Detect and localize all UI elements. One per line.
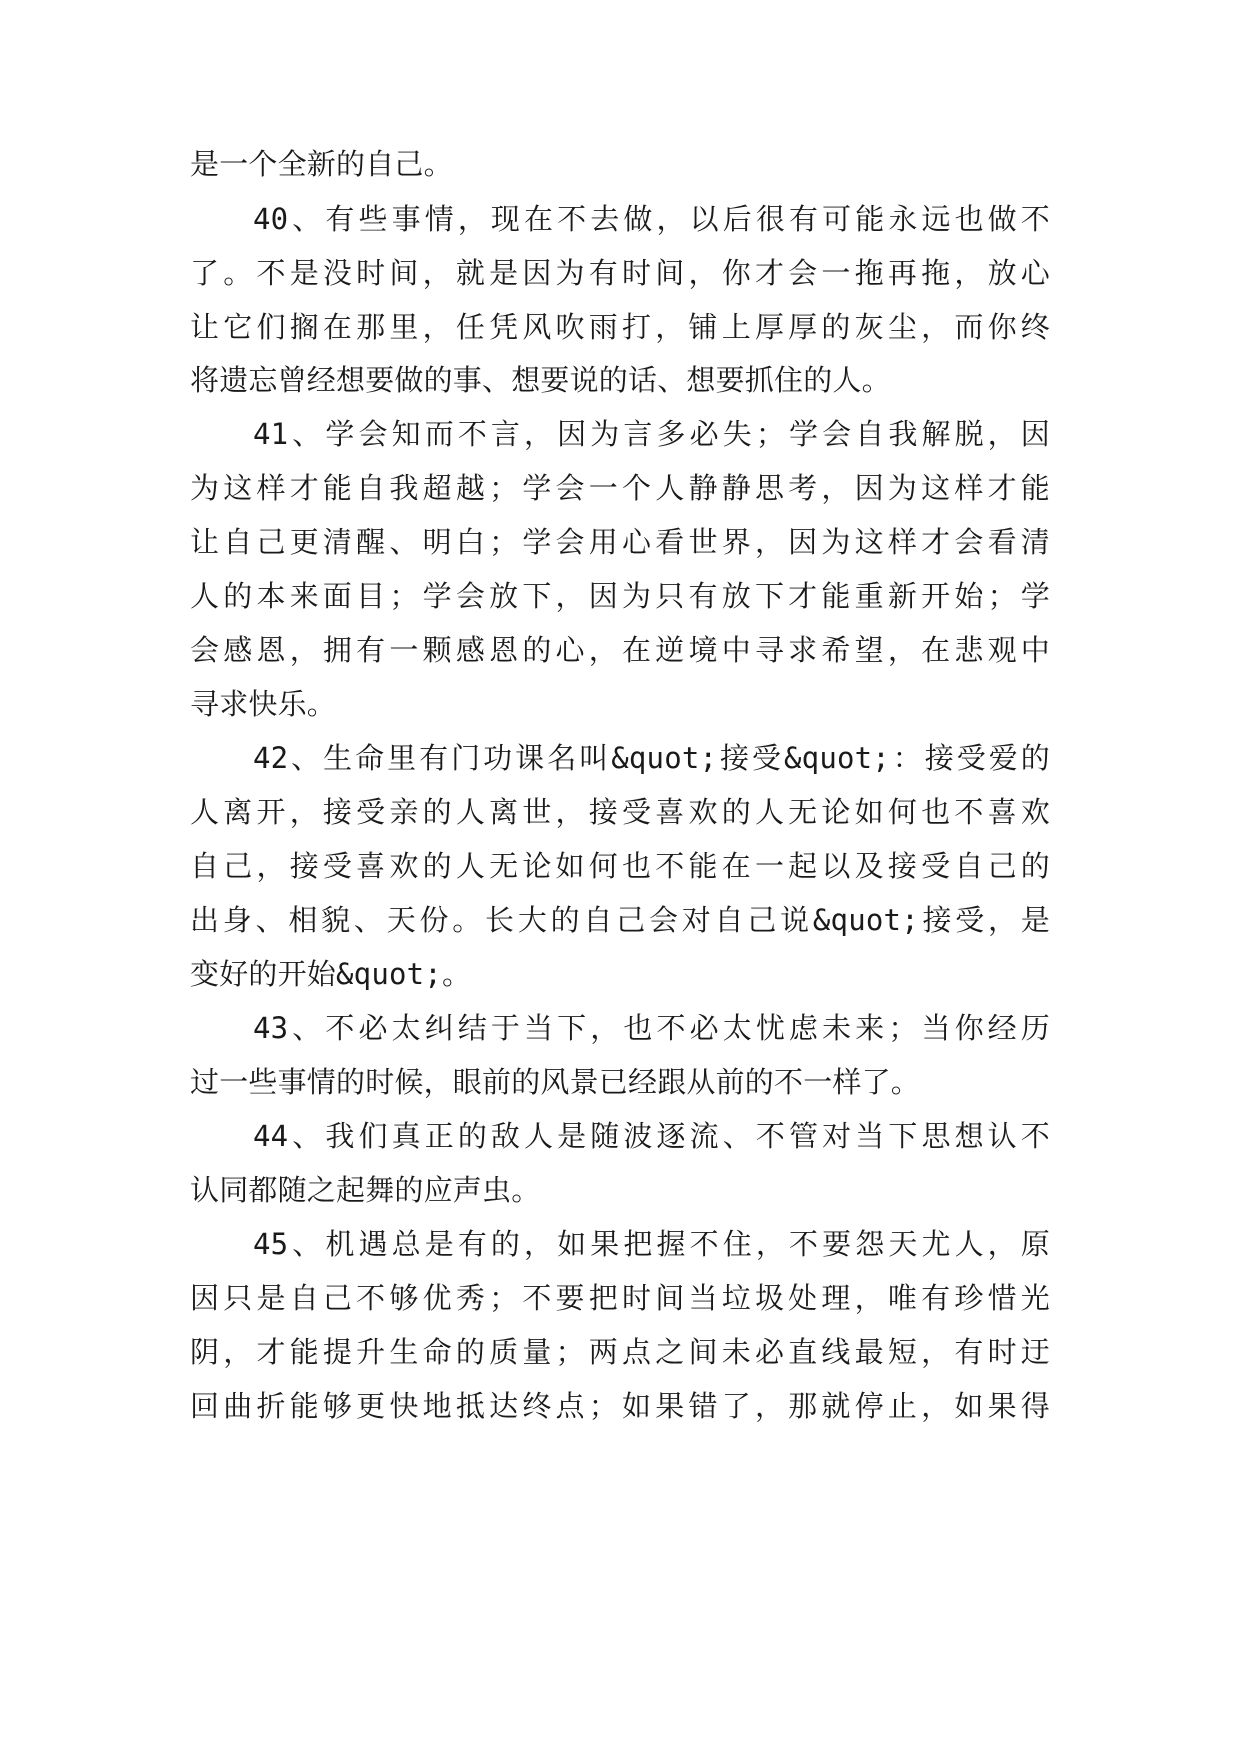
text-line: 因只是自己不够优秀；不要把时间当垃圾处理，唯有珍惜光: [190, 1281, 1050, 1315]
text-line: 将遗忘曾经想要做的事、想要说的话、想要抓住的人。: [190, 363, 891, 397]
paragraph-45-line: 45、机遇总是有的，如果把握不住，不要怨天尤人，原: [253, 1227, 1050, 1261]
text-line: 回曲折能够更快地抵达终点；如果错了，那就停止，如果得: [190, 1389, 1050, 1423]
text-line: 人离开，接受亲的人离世，接受喜欢的人无论如何也不喜欢: [190, 795, 1050, 829]
paragraph-40-line: 40、有些事情，现在不去做，以后很有可能永远也做不: [253, 202, 1050, 236]
text-line: 会感恩，拥有一颗感恩的心，在逆境中寻求希望，在悲观中: [190, 633, 1050, 667]
text-line: 是一个全新的自己。: [190, 147, 453, 181]
text-line: 出身、相貌、天份。长大的自己会对自己说&quot;接受，是: [190, 903, 1050, 937]
text-line: 人的本来面目；学会放下，因为只有放下才能重新开始；学: [190, 579, 1050, 613]
paragraph-43-line: 43、不必太纠结于当下，也不必太忧虑未来；当你经历: [253, 1011, 1050, 1045]
text-line: 了。不是没时间，就是因为有时间，你才会一拖再拖，放心: [190, 256, 1050, 290]
text-line: 认同都随之起舞的应声虫。: [190, 1173, 541, 1207]
text-line: 为这样才能自我超越；学会一个人静静思考，因为这样才能: [190, 471, 1050, 505]
text-line: 过一些事情的时候，眼前的风景已经跟从前的不一样了。: [190, 1065, 921, 1099]
text-line: 变好的开始&quot;。: [190, 957, 472, 991]
paragraph-44-line: 44、我们真正的敌人是随波逐流、不管对当下思想认不: [253, 1119, 1050, 1153]
text-line: 让自己更清醒、明白；学会用心看世界，因为这样才会看清: [190, 525, 1050, 559]
text-line: 自己，接受喜欢的人无论如何也不能在一起以及接受自己的: [190, 849, 1050, 883]
text-line: 寻求快乐。: [190, 687, 337, 721]
text-line: 阴，才能提升生命的质量；两点之间未必直线最短，有时迂: [190, 1335, 1050, 1369]
paragraph-41-line: 41、学会知而不言，因为言多必失；学会自我解脱，因: [253, 417, 1050, 451]
paragraph-42-line: 42、生命里有门功课名叫&quot;接受&quot;：接受爱的: [253, 741, 1050, 775]
text-line: 让它们搁在那里，任凭风吹雨打，铺上厚厚的灰尘，而你终: [190, 310, 1050, 344]
